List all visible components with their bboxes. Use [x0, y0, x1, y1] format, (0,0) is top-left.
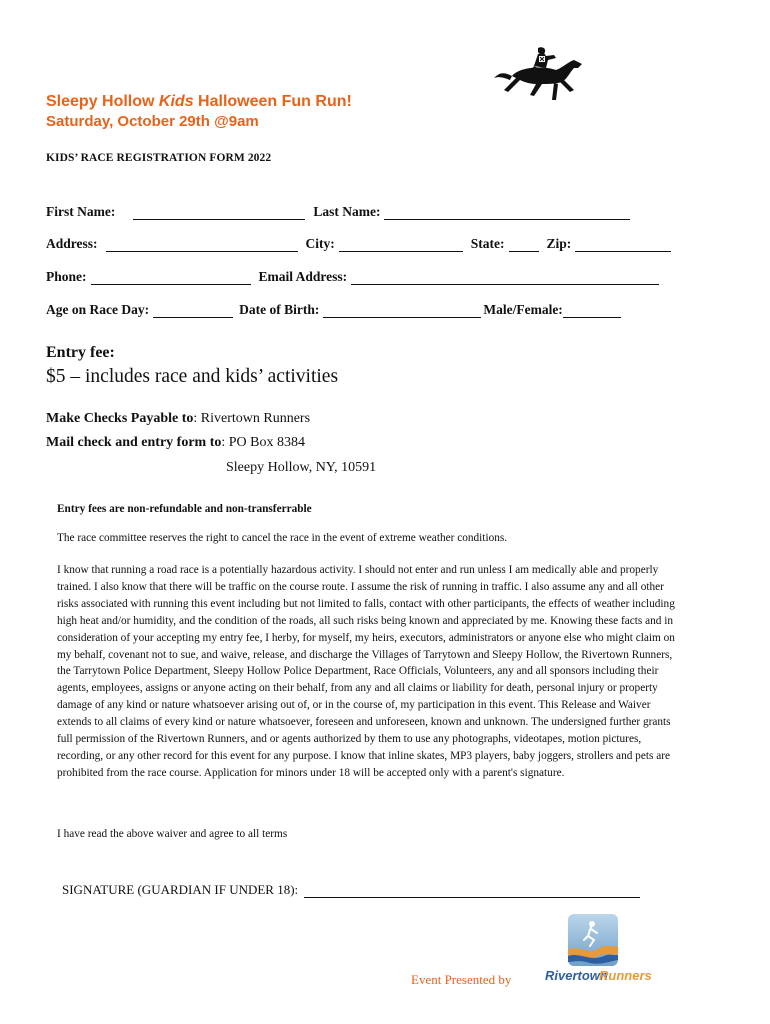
email-label: Email Address:	[258, 269, 348, 284]
age-row	[46, 302, 629, 318]
email-field[interactable]	[351, 270, 659, 285]
last-name-field[interactable]	[384, 205, 630, 220]
horse-rider-illustration	[490, 38, 590, 108]
form-title: KIDS’ RACE REGISTRATION FORM 2022	[46, 152, 272, 164]
phone-field[interactable]	[91, 270, 251, 285]
mail-to-line: Mail check and entry form to: PO Box 8384	[46, 435, 305, 450]
entry-fee-label: Entry fee:	[46, 344, 115, 361]
age-field[interactable]	[153, 303, 233, 318]
event-date: Saturday, October 29th @9am	[46, 113, 259, 130]
signature-field[interactable]	[304, 885, 640, 898]
event-title: Sleepy Hollow Kids Halloween Fun Run!	[46, 93, 352, 110]
zip-field[interactable]	[575, 237, 671, 252]
dob-field[interactable]	[323, 303, 481, 318]
dob-label: Date of Birth:	[239, 302, 320, 317]
address-field[interactable]	[106, 237, 298, 252]
city-field[interactable]	[339, 237, 463, 252]
first-name-label: First Name:	[46, 204, 116, 219]
nonrefundable-notice: Entry fees are non-refundable and non-transferrable	[57, 503, 312, 515]
logo-text-rivertown: Rivertown	[545, 968, 608, 983]
logo-text-runners: Runners	[599, 968, 652, 983]
sex-field[interactable]	[563, 303, 621, 318]
zip-label: Zip:	[546, 236, 572, 251]
weather-notice: The race committee reserves the right to cancel the race in the event of extreme weather conditions.	[57, 532, 508, 544]
age-label: Age on Race Day:	[46, 302, 150, 317]
state-label: State:	[470, 236, 505, 251]
contact-row	[46, 269, 667, 285]
checks-payable-line: Make Checks Payable to: Rivertown Runners	[46, 411, 311, 426]
first-name-field[interactable]	[133, 205, 305, 220]
address-label: Address:	[46, 236, 98, 251]
signature-row	[62, 882, 648, 898]
address-row	[46, 236, 679, 252]
entry-fee-amount: $5 – includes race and kids’ activities	[46, 366, 339, 387]
name-row	[46, 204, 638, 220]
phone-label: Phone:	[46, 269, 87, 284]
city-label: City:	[305, 236, 335, 251]
presented-by: Event Presented by	[411, 972, 512, 987]
last-name-label: Last Name:	[313, 204, 381, 219]
signature-label: SIGNATURE (GUARDIAN IF UNDER 18):	[62, 882, 299, 897]
waiver-text: I know that running a road race is a potentially hazardous activity. I should not enter and run unless I am medically able and properly trained. I also know that there will be traffic on the course route. I assume the risk of running in traffic. I also assume any and all other risks associated with running this event including but not limited to falls, contact with other participants, the effects of weather including high heat and/or humidity, and the condition of the roads, all such risks being known and appreciated by me. Knowing these facts and in consideration of your accepting my entry fee, I herby, for myself, my heirs, executors, administrators or anyone else who might claim on my behalf, covenant not to sue, and waive, release, and discharge the Villages of Tarrytown and Sleepy Hollow, the Rivertown Runners, the Tarrytown Police Department, Sleepy Hollow Police Department, Race Officials, Volunteers, any and all sponsors including their agents, employees, assigns or anyone acting on their behalf, from any and all claims or liability for death, personal injury or property damage of any kind or nature whatsoever arising out of, or in the course of, my participation in this event. This Release and Waiver extends to all claims of every kind or nature whatsoever, foreseen and unforeseen, known and unknown. The undersigned further grants full permission of the Rivertown Runners, and or agents authorized by them to use any photographs, videotapes, motion pictures, recording, or any other record for this event for any purpose. I know that inline skates, MP3 players, baby joggers, strollers and pets are prohibited from the race course. Application for minors under 18 will be accepted only with a parent's signature.	[57, 564, 675, 779]
rivertown-runners-logo	[542, 912, 652, 988]
mail-city: Sleepy Hollow, NY, 10591	[226, 460, 377, 475]
sex-label: Male/Female:	[483, 302, 563, 317]
state-field[interactable]	[509, 237, 539, 252]
agree-statement: I have read the above waiver and agree to all terms	[57, 828, 288, 840]
